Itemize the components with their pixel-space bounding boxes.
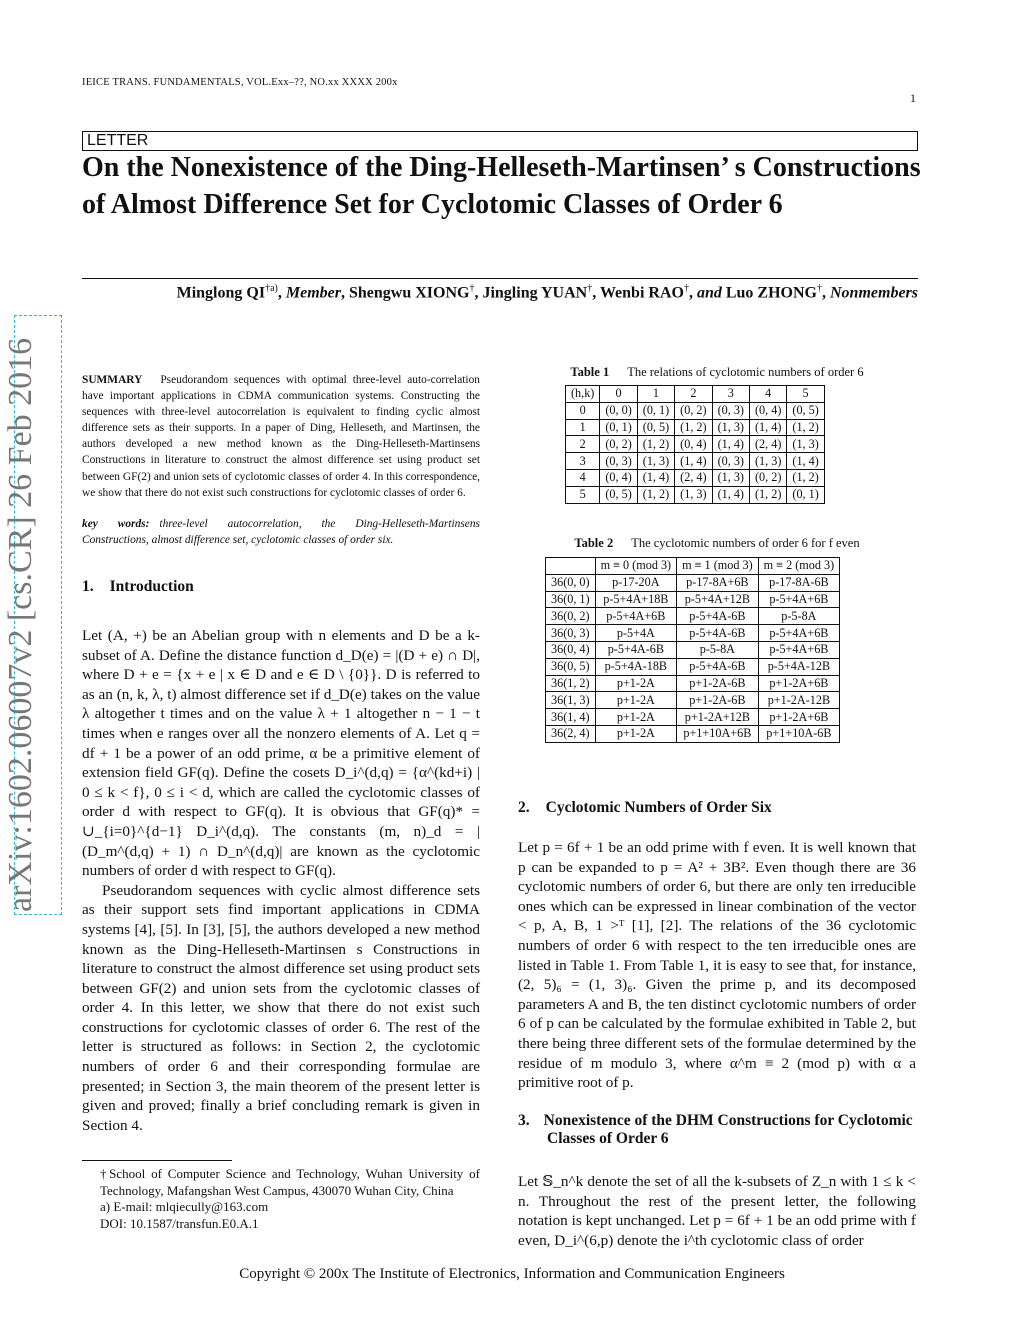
author-2: Shengwu XIONG xyxy=(348,284,470,302)
author-1-affil: †a) xyxy=(265,283,278,294)
section-1-number: 1. xyxy=(82,578,94,595)
table-2-row xyxy=(546,591,840,608)
table-1-header-cell: 5 xyxy=(787,386,824,403)
table-1-cell: (2, 4) xyxy=(675,469,712,486)
section-2-number: 2. xyxy=(518,799,530,816)
table-1-cell: (1, 4) xyxy=(712,436,749,453)
table-2-cell: p+1-2A-6B xyxy=(677,675,759,692)
running-head: IEICE TRANS. FUNDAMENTALS, VOL.Exx–??, NO.xx XXXX 200x xyxy=(82,77,398,88)
table-1-cell: (1, 3) xyxy=(749,453,786,470)
arxiv-stamp xyxy=(2,315,62,915)
table-2-row xyxy=(546,675,840,692)
table-1-cell: (0, 4) xyxy=(600,469,637,486)
table-2-cell: p-5+4A+6B xyxy=(758,641,840,658)
table-2-header-cell: m ≡ 1 (mod 3) xyxy=(677,558,759,575)
table-1-cell: (0, 2) xyxy=(675,402,712,419)
table-2-cell: p-5+4A-18B xyxy=(595,658,677,675)
author-3: Jingling YUAN xyxy=(482,284,588,302)
table-1-cell: (0, 3) xyxy=(600,453,637,470)
arxiv-identifier: arXiv:1602.06007v2 [cs.CR] 26 Feb 2016 xyxy=(2,337,39,912)
table-2-cell: 36(0, 4) xyxy=(546,641,596,658)
section-2-body xyxy=(518,838,916,1093)
table-1-row xyxy=(566,419,825,436)
section-3-number: 3. xyxy=(518,1112,530,1129)
table-1-header-cell: (h,k) xyxy=(566,386,600,403)
section-2-heading xyxy=(518,799,916,817)
table-1-cell: 3 xyxy=(566,453,600,470)
table-2-cell: 36(0, 0) xyxy=(546,574,596,591)
table-1-cell: (0, 4) xyxy=(749,402,786,419)
table-2-cell: p-17-20A xyxy=(595,574,677,591)
table-2-cell: p-5-8A xyxy=(758,608,840,625)
table-2-cell: p-5+4A+6B xyxy=(758,625,840,642)
table-1-cell: 0 xyxy=(566,402,600,419)
table-1-cell: (1, 2) xyxy=(675,419,712,436)
table-2-row xyxy=(546,608,840,625)
table-2-row xyxy=(546,692,840,709)
table-1-cell: (0, 5) xyxy=(787,402,824,419)
table-2-cell: 36(1, 3) xyxy=(546,692,596,709)
member-label: Member xyxy=(285,284,341,302)
table-2-cell: p+1+10A+6B xyxy=(677,725,759,742)
table-1-cell: (0, 2) xyxy=(749,469,786,486)
table-2-cell: p+1-2A+12B xyxy=(677,709,759,726)
table-2-caption xyxy=(518,536,916,551)
footnote-doi: DOI: 10.1587/transfun.E0.A.1 xyxy=(100,1215,259,1231)
author-2-affil: † xyxy=(469,283,475,294)
table-1-cell: (1, 2) xyxy=(787,469,824,486)
table-1-cell: 4 xyxy=(566,469,600,486)
table-2-cell: p-5+4A-6B xyxy=(677,625,759,642)
table-1-container xyxy=(565,385,825,504)
table-1-cell: (1, 3) xyxy=(787,436,824,453)
footnote-affiliation: †School of Computer Science and Technology, Wuhan University of Technology, Mafangshan West Campus, 430070 Wuhan City, China xyxy=(100,1166,480,1198)
section-3-title: Nonexistence of the DHM Constructions for Cyclotomic Classes of Order 6 xyxy=(543,1112,913,1147)
section-3-paragraph: Let 𝕊_n^k denote the set of all the k-subsets of Z_n with 1 ≤ k < n. Throughout the rest of the present letter, the following notation is kept unchanged. Let p = 6f + 1 be an odd prime with f even, D_i^(6,p) denote the i^th cyclotomic class of order xyxy=(518,1173,916,1249)
table-1-cell: (2, 4) xyxy=(749,436,786,453)
table-1-cell: (0, 5) xyxy=(637,419,674,436)
table-2-cell: p+1-2A xyxy=(595,675,677,692)
table-1-cell: 2 xyxy=(566,436,600,453)
table-2-row xyxy=(546,625,840,642)
table-2-cell: p-17-8A-6B xyxy=(758,574,840,591)
table-2-cell: 36(0, 2) xyxy=(546,608,596,625)
table-1-cell: (1, 2) xyxy=(749,486,786,503)
section-1-heading xyxy=(82,578,480,596)
table-1 xyxy=(565,385,825,504)
table-2-header-row xyxy=(546,558,840,575)
table-1-row xyxy=(566,486,825,503)
table-1-cell: (0, 1) xyxy=(637,402,674,419)
table-2-row xyxy=(546,641,840,658)
table-2 xyxy=(545,557,840,743)
and-word: and xyxy=(696,284,722,302)
table-1-cell: (1, 3) xyxy=(712,419,749,436)
table-1-header-cell: 0 xyxy=(600,386,637,403)
table-2-cell: p-5-8A xyxy=(677,641,759,658)
section-2-paragraph: Let p = 6f + 1 be an odd prime with f even. It is well known that p can be expanded to p = A² + 3B². Even though there are 36 cyclotomic numbers of order 6, but there are only ten irreducible ones which can be expressed in linear combination of the vector < p, A, B, 1 >ᵀ [1], [2]. The relations of the 36 cyclotomic numbers of order 6 with respect to the ten irreducible ones are listed in Table 1. From Table 1, it is easy to see that, for instance, (2, 5)₆ = (1, 3)₆. Given the prime p, and its decomposed parameters A and B, the ten distinct cyclotomic numbers of order 6 of p can be calculated by the formulae exhibited in Table 2, but there being three different sets of the formulae determined by the residue of m modulo 3, where α^m ≡ 2 (mod p) with α a primitive root of p. xyxy=(518,839,916,1092)
table-2-cell: p+1-2A xyxy=(595,709,677,726)
table-1-cell: (1, 4) xyxy=(749,419,786,436)
table-2-cell: 36(1, 2) xyxy=(546,675,596,692)
table-2-cell: p+1-2A+6B xyxy=(758,709,840,726)
letter-label: LETTER xyxy=(82,131,918,151)
table-1-cell: (0, 3) xyxy=(712,453,749,470)
table-1-cell: (0, 1) xyxy=(787,486,824,503)
copyright-line: Copyright © 200x The Institute of Electronics, Information and Communication Engineers xyxy=(239,1266,785,1282)
summary-text: Pseudorandom sequences with optimal three-level auto-correlation have important applications in CDMA communication systems. Constructing the sequences with three-level autocorrelation is equivalent to finding cyclic almost difference sets as their supports. In a paper of Ding, Helleseth, and Martinsen, the authors developed a new method known as the Ding-Helleseth-Martinsens Constructions in literature to construct the almost difference set using product set between GF(2) and union sets of cyclotomic classes of order 4. In this correspondence, we show that there do not exist such constructions for cyclotomic classes of order 6. xyxy=(82,374,480,499)
table-2-cell: p+1-2A-6B xyxy=(677,692,759,709)
table-2-cell: p-5+4A+6B xyxy=(595,608,677,625)
section-1-title: Introduction xyxy=(109,578,194,595)
table-1-row xyxy=(566,453,825,470)
summary xyxy=(82,372,480,501)
section-2-title: Cyclotomic Numbers of Order Six xyxy=(545,799,772,816)
author-1: Minglong QI xyxy=(176,284,266,302)
table-2-header-cell: m ≡ 0 (mod 3) xyxy=(595,558,677,575)
table-2-cell: p-5+4A-6B xyxy=(677,658,759,675)
table-1-cell: 1 xyxy=(566,419,600,436)
table-1-cell: (0, 0) xyxy=(600,402,637,419)
table-2-header-cell xyxy=(546,558,596,575)
author-5: Luo ZHONG xyxy=(725,284,817,302)
table-2-cell: p-17-8A+6B xyxy=(677,574,759,591)
table-2-cell: p-5+4A-12B xyxy=(758,658,840,675)
table-2-cell: p-5+4A-6B xyxy=(595,641,677,658)
table-2-container xyxy=(545,557,840,743)
table-1-cell: (1, 3) xyxy=(675,486,712,503)
table-1-header-cell: 2 xyxy=(675,386,712,403)
paper-title: On the Nonexistence of the Ding-Helleseth-Martinsen’ s Constructions of Almost Difference Set for Cyclotomic Classes of Order 6 xyxy=(82,152,921,220)
footnote-email: a) E-mail: mlqiecully@163.com xyxy=(100,1199,269,1214)
section-3-heading xyxy=(518,1112,916,1148)
author-list: Minglong QI$^{\dagger a)}$, Member, Shengwu XIONG†, Jingling YUAN†, Wenbi RAO†, and Luo ZHONG†, Nonmembers xyxy=(176,283,918,302)
table-1-cell: (1, 3) xyxy=(712,469,749,486)
table-1-cell: (0, 2) xyxy=(600,436,637,453)
table-2-caption-text: The cyclotomic numbers of order 6 for f even xyxy=(631,536,860,550)
table-2-cell: 36(2, 4) xyxy=(546,725,596,742)
table-2-cell: 36(0, 1) xyxy=(546,591,596,608)
table-1-row xyxy=(566,469,825,486)
table-1-header-row xyxy=(566,386,825,403)
table-2-label: Table 2 xyxy=(574,536,614,550)
table-1-cell: (0, 5) xyxy=(600,486,637,503)
table-2-cell: 36(0, 5) xyxy=(546,658,596,675)
table-1-cell: (1, 3) xyxy=(637,453,674,470)
table-1-cell: (0, 3) xyxy=(712,402,749,419)
table-2-cell: p-5+4A+18B xyxy=(595,591,677,608)
title-rule xyxy=(82,278,918,279)
table-1-header-cell: 1 xyxy=(637,386,674,403)
footnote-rule xyxy=(82,1160,232,1161)
keywords xyxy=(82,516,480,548)
table-2-row xyxy=(546,709,840,726)
table-2-row xyxy=(546,658,840,675)
table-1-row xyxy=(566,402,825,419)
table-1-cell: (1, 2) xyxy=(637,436,674,453)
table-1-label: Table 1 xyxy=(570,365,610,379)
table-1-row xyxy=(566,436,825,453)
table-1-header-cell: 3 xyxy=(712,386,749,403)
section-1-paragraph-1: Let (A, +) be an Abelian group with n elements and D be a k-subset of A. Define the distance function d_D(e) = |(D + e) ∩ D|, where D + e = {x + e | x ∈ D and e ∈ D \ {0}}. D is referred to as an (n, k, λ, t) almost difference set if d_D(e) takes on the value λ altogether t times and on the value λ + 1 altogether n − 1 − t times when e ranges over all the nonzero elements of A. Let q = df + 1 be a power of an odd prime, α be a primitive element of extension field GF(q). Define the cosets D_i^(d,q) = {α^(kd+i) | 0 ≤ k < f}, 0 ≤ i < d, which are called the cyclotomic classes of order d with respect to GF(q). It is obvious that GF(q)* = ∪_{i=0}^{d−1} D_i^(d,q). The constants (m, n)_d = |(D_m^(d,q) + 1) ∩ D_n^(d,q)| are known as the cyclotomic numbers of order d with respect to GF(q). xyxy=(82,627,480,880)
table-1-caption-text: The relations of cyclotomic numbers of order 6 xyxy=(627,365,864,379)
section-1-body xyxy=(82,626,480,1135)
table-2-cell: p-5+4A+12B xyxy=(677,591,759,608)
table-1-header-cell: 4 xyxy=(749,386,786,403)
footnote xyxy=(82,1166,480,1232)
table-1-cell: (1, 4) xyxy=(675,453,712,470)
table-1-cell: (0, 1) xyxy=(600,419,637,436)
table-2-cell: p+1-2A xyxy=(595,692,677,709)
table-2-cell: p-5+4A-6B xyxy=(677,608,759,625)
table-2-cell: p+1-2A-12B xyxy=(758,692,840,709)
table-2-row xyxy=(546,725,840,742)
table-2-cell: p-5+4A+6B xyxy=(758,591,840,608)
section-3-body xyxy=(518,1172,916,1250)
author-5-affil: † xyxy=(817,283,822,294)
table-2-cell: 36(1, 4) xyxy=(546,709,596,726)
table-2-cell: p+1-2A+6B xyxy=(758,675,840,692)
table-1-cell: (1, 4) xyxy=(712,486,749,503)
table-1-cell: (1, 2) xyxy=(787,419,824,436)
table-2-row xyxy=(546,574,840,591)
table-2-cell: 36(0, 3) xyxy=(546,625,596,642)
table-2-cell: p-5+4A xyxy=(595,625,677,642)
table-1-caption xyxy=(518,365,916,380)
nonmembers-label: Nonmembers xyxy=(830,284,918,302)
author-4: Wenbi RAO xyxy=(599,284,684,302)
table-1-cell: (0, 4) xyxy=(675,436,712,453)
author-3-affil: † xyxy=(587,283,593,294)
author-4-affil: † xyxy=(683,283,689,294)
page-number: 1 xyxy=(910,91,916,105)
table-2-header-cell: m ≡ 2 (mod 3) xyxy=(758,558,840,575)
keywords-label: key words: xyxy=(82,518,150,530)
table-1-cell: (1, 2) xyxy=(637,486,674,503)
table-1-cell: (1, 4) xyxy=(787,453,824,470)
table-1-cell: 5 xyxy=(566,486,600,503)
keywords-text: three-level autocorrelation, the Ding-Helleseth-Martinsens Constructions, almost difference set, cyclotomic classes of order six. xyxy=(82,518,480,547)
summary-label: SUMMARY xyxy=(82,374,143,386)
table-1-cell: (1, 4) xyxy=(637,469,674,486)
table-2-cell: p+1-2A xyxy=(595,725,677,742)
table-2-cell: p+1+10A-6B xyxy=(758,725,840,742)
section-1-paragraph-2: Pseudorandom sequences with cyclic almost difference sets as their support sets find important applications in CDMA systems [4], [5]. In [3], [5], the authors developed a new method known as the Ding-Helleseth-Martinsen s Constructions in literature to construct the almost difference set using product sets between GF(2) and union sets from the cyclotomic classes of order 4. In this letter, we show that there do not exist such constructions for cyclotomic classes of order 6. The rest of the letter is structured as follows: in Section 2, the cyclotomic numbers of order 6 and their corresponding formulae are presented; in Section 3, the main theorem of the present letter is given and proved; finally a brief concluding remark is given in Section 4. xyxy=(82,881,480,1134)
